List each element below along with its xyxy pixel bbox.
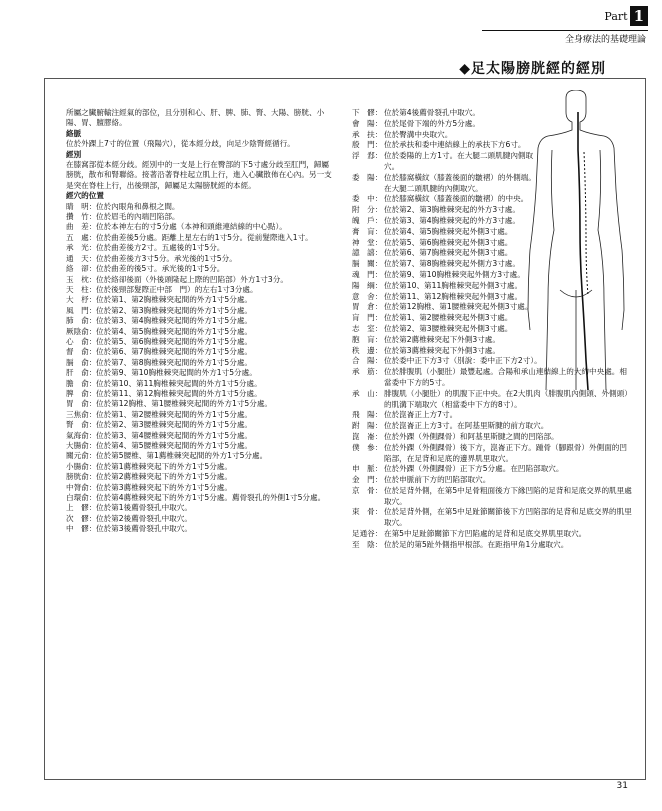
acupoint-name: 中膂俞： xyxy=(66,482,97,492)
acupoint-location: 位於委中正下方3寸（別說：委中正下方2寸）。 xyxy=(384,356,542,366)
acupoint-location: 位於第4薦椎棘突起下的外方1寸5分處。薦骨裂孔的外側1寸5分處。 xyxy=(96,493,326,503)
acupoint-name: 承 山： xyxy=(352,388,383,398)
acupoint-entry xyxy=(352,486,634,508)
acupoint-location: 位於承扶和委中連結線上的承扶下方6寸。 xyxy=(384,140,526,150)
acupoint-location: 位於膝窩橫紋（膝蓋後面的皺褶）的外側端。在大腿二頭肌腱的內側取穴。 xyxy=(384,172,536,193)
acupoint-name: 飛 陽： xyxy=(352,410,383,420)
acupoint-location: 位於第1、第2腰椎棘突起間的外方1寸5分處。 xyxy=(96,409,253,419)
acupoint-name: 三焦俞： xyxy=(66,409,97,419)
acupoint-location: 位於第3後薦骨裂孔中取穴。 xyxy=(96,524,192,534)
acupoint-name: 跗 陽： xyxy=(352,421,383,431)
acupoint-name: 意 舍： xyxy=(352,291,383,301)
acupoint-name: 胞 肓： xyxy=(352,334,383,344)
acupoint-entry xyxy=(352,367,634,389)
acupoint-name: 小腸俞： xyxy=(66,461,97,471)
acupoint-name: 五 處： xyxy=(66,232,97,242)
acupoint-location: 位於第2薦椎棘突起下外側3寸處。 xyxy=(384,334,500,344)
acupoint-entry xyxy=(352,356,634,367)
acupoint-entry xyxy=(352,335,634,346)
acupoint-entry xyxy=(352,529,634,540)
acupoint-entry xyxy=(66,347,334,357)
acupoint-name: 督 俞： xyxy=(66,347,97,357)
acupoint-entry xyxy=(66,431,334,441)
acupoint-name: 大腸俞： xyxy=(66,441,97,450)
acupoint-location: 位於腓腹肌（小腿肚）最豐起處。合陽和承山連結線上的大約中央處。相當委中下方的5寸。 xyxy=(384,367,627,387)
acupoint-location: 位於第6、第7胸椎棘突起間的外方1寸5分處。 xyxy=(96,347,253,357)
acupoint-name: 上 髎： xyxy=(66,503,97,513)
acupoint-name: 中 髎： xyxy=(66,524,97,534)
acupoint-name: 殷 門： xyxy=(352,140,383,150)
acupoint-name: 申 脈： xyxy=(352,464,383,474)
acupoint-location: 位於足背外側，在第5中足骨粗面後方下緣凹陷的足背和足底交界的肌里處取穴。 xyxy=(384,485,632,506)
acupoint-name: 厥陰俞： xyxy=(66,326,97,336)
acupoint-location: 位於曲差後方3寸5分。承光後的1寸5分。 xyxy=(96,253,237,263)
part-marker xyxy=(604,4,648,28)
acupoint-entry xyxy=(66,295,334,305)
acupoint-name: 肺 俞： xyxy=(66,316,97,326)
acupoint-entry xyxy=(66,212,334,222)
acupoint-name: 承 筋： xyxy=(352,367,383,377)
acupoint-location: 位於第11、第12胸椎棘突起外側3寸處。 xyxy=(384,291,523,301)
acupoint-entry xyxy=(66,441,334,451)
acupoint-location: 位於第2後薦骨裂孔中取穴。 xyxy=(96,513,192,523)
acupoint-location: 位於第2、第3腰椎棘突起間的外方1寸5分處。 xyxy=(96,420,253,430)
acupoint-name: 腎 俞： xyxy=(66,420,97,430)
acupoint-location: 位於外踝（外側踝骨）正下方5分處。在凹陷部取穴。 xyxy=(384,464,564,474)
acupoint-entry xyxy=(66,368,334,378)
acupoint-entry xyxy=(66,379,334,389)
acupoint-location: 位於第10、第11胸椎棘突起外側3寸處。 xyxy=(384,280,523,290)
acupoint-location: 位於眉毛的內端凹陷部。 xyxy=(96,212,180,222)
acupoint-entry xyxy=(352,292,634,303)
acupoint-location: 位於膝窩橫紋（膝蓋後面的皺褶）的中央。 xyxy=(384,194,529,204)
acupoint-name: 絡 卻： xyxy=(66,264,97,274)
acupoint-name: 心 俞： xyxy=(66,336,97,346)
acupoint-name: 會 陽： xyxy=(352,118,383,128)
acupoint-name: 風 門： xyxy=(66,305,97,315)
acupoint-entry xyxy=(352,410,634,421)
acupoint-entry xyxy=(66,306,334,316)
acupoint-entry xyxy=(352,389,634,411)
acupoint-name: 委 中： xyxy=(352,194,383,204)
acupoint-location: 位於第12胸椎、第1腰椎棘突起間的外方1寸5分處。 xyxy=(96,399,273,409)
acupoint-name: 曲 差： xyxy=(66,222,97,232)
acupoint-location: 位於第2薦椎棘突起下的外方1寸5分處。 xyxy=(96,472,232,482)
acupoint-entry xyxy=(352,238,634,249)
acupoint-name: 僕 參： xyxy=(352,442,383,452)
acupoint-entry xyxy=(352,119,634,130)
acupoint-entry xyxy=(66,264,334,274)
acupoint-name: 氣海俞： xyxy=(66,430,97,440)
acupoint-entry xyxy=(66,254,334,264)
acupoint-name: 玉 枕： xyxy=(66,274,97,284)
acupoint-entry xyxy=(352,302,634,313)
acupoint-name: 浮 郄： xyxy=(352,151,383,161)
acupoint-name: 志 室： xyxy=(352,323,383,333)
acupoint-name: 委 陽： xyxy=(352,172,383,182)
acupoint-location: 位於曲差的後5寸。承光後的1寸5分。 xyxy=(96,264,225,274)
divergent-heading: 經別 xyxy=(66,149,82,159)
acupoint-location: 位於第6、第7胸椎棘突起外側3寸處。 xyxy=(384,248,513,258)
acupoint-name: 至 陰： xyxy=(352,539,383,549)
acupoint-name: 秩 邊： xyxy=(352,345,383,355)
acupoint-location: 位於臀溝中央取穴。 xyxy=(384,129,453,139)
acupoint-location: 位於第1、第2腰椎棘突起外側3寸處。 xyxy=(384,313,513,323)
acupoint-name: 天 柱： xyxy=(66,284,97,294)
acupoint-location: 位於第4、第5胸椎棘突起外側3寸處。 xyxy=(384,226,513,236)
acupoint-location: 位於第1、第2胸椎棘突起間的外方1寸5分處。 xyxy=(96,295,253,305)
intro-paragraph: 所屬之臟腑輸注經氣的部位，且分別和心、肝、脾、肺、腎、大陽、膀胱、小陽、胃、膻膠絡。 xyxy=(66,108,325,128)
acupoint-name: 束 骨： xyxy=(352,507,383,517)
acupoint-location: 位於外踝（外側踝骨）和阿基里斯腱之間的凹陷部。 xyxy=(384,431,559,441)
acupoint-location: 位於尾骨下端的外方5分處。 xyxy=(384,118,480,128)
acupoint-name: 承 扶： xyxy=(352,129,383,139)
acupoint-entry xyxy=(66,202,334,212)
part-word: Part xyxy=(604,9,628,23)
acupoint-location: 位於絡卻後面（外後頭隆起上際的凹陷部）外方1寸3分。 xyxy=(96,274,288,284)
left-column xyxy=(66,108,334,535)
acupoint-entry xyxy=(66,358,334,368)
acupoint-entry xyxy=(352,313,634,324)
acupoint-entry xyxy=(352,216,634,227)
acupoint-name: 膈 關： xyxy=(352,259,383,269)
acupoint-entry xyxy=(66,503,334,513)
acupoint-name: 金 門： xyxy=(352,475,383,485)
acupoint-name: 陽 綱： xyxy=(352,280,383,290)
acupoint-entry xyxy=(352,130,634,141)
acupoint-name: 譩 譆： xyxy=(352,248,383,258)
acupoint-name: 胃 倉： xyxy=(352,302,383,312)
acupoint-entry xyxy=(352,140,634,151)
acupoint-entry xyxy=(66,483,334,493)
acupoint-name: 足通谷： xyxy=(352,529,383,539)
acupoint-entry xyxy=(66,524,334,534)
acupoint-name: 胃 俞： xyxy=(66,399,97,409)
acupoint-location: 位於第1薦椎棘突起下的外方1寸5分處。 xyxy=(96,461,232,471)
acupoint-name: 關元俞： xyxy=(66,451,97,461)
acupoint-entry xyxy=(352,540,634,551)
acupoint-location: 位於第2、第3胸椎棘突起的外方3寸處。 xyxy=(384,205,520,215)
acupoint-location: 在第5中足趾節關節下方凹陷處的足背和足底交界肌里取穴。 xyxy=(384,529,587,539)
acupoint-location: 位於第2、第3胸椎棘突起間的外方1寸5分處。 xyxy=(96,305,253,315)
acupoint-name: 附 分： xyxy=(352,205,383,215)
acupoint-name: 魄 戶： xyxy=(352,215,383,225)
acupoint-location: 位於外踝（外側踝骨）後下方，崑崙正下方。踵骨（腳跟骨）外側面的凹陷部，在足背和足底的邊界肌里取穴。 xyxy=(384,442,627,463)
acupoint-name: 京 骨： xyxy=(352,485,383,495)
acupoint-entry xyxy=(66,222,334,232)
acupoint-list-right xyxy=(352,108,634,551)
acupoint-entry xyxy=(352,443,634,465)
acupoint-location: 位於第9、第10胸椎棘突起間的外方1寸5分處。 xyxy=(96,368,257,378)
acupoint-entry xyxy=(66,327,334,337)
acupoint-location: 位於第11、第12胸椎棘突起間的外方1寸5分處。 xyxy=(96,388,262,398)
acupoint-location: 位於第3、第4腰椎棘突起間的外方1寸5分處。 xyxy=(96,430,253,440)
acupoint-entry xyxy=(66,462,334,472)
acupoint-entry xyxy=(352,475,634,486)
acupoint-name: 通 天： xyxy=(66,253,97,263)
acupoint-name: 大 杼： xyxy=(66,295,97,305)
acupoint-location: 位於第7、第8胸椎棘突起外側方3寸處。 xyxy=(384,259,520,269)
acupoint-entry xyxy=(66,410,334,420)
running-header-title: 全身療法的基礎理論 xyxy=(564,35,646,45)
acupoint-entry xyxy=(66,233,334,243)
acupoint-entry xyxy=(352,259,634,270)
header-rule xyxy=(482,30,648,31)
acupoint-entry xyxy=(66,285,334,295)
acupoint-entry xyxy=(66,243,334,253)
acupoint-entry xyxy=(352,432,634,443)
acupoint-location: 位於第9、第10胸椎棘突起外側方3寸處。 xyxy=(384,269,525,279)
acupoint-location: 腓腹肌（小腿肚）的肌腹下正中央。在2大肌肉（腓腹肌內側頭、外側頭）的肌溝下端取穴（相當委中下方的8寸）。 xyxy=(384,388,632,409)
acupoint-entry xyxy=(352,227,634,238)
acupoint-location: 位於崑崙正上方3寸。在阿基里斯腱的前方取穴。 xyxy=(384,421,549,431)
acupoint-entry xyxy=(66,451,334,461)
acupoint-location: 位於第3、第4胸椎棘突起的外方3寸處。 xyxy=(384,215,520,225)
acupoint-name: 攢 竹： xyxy=(66,212,97,222)
acupoint-location: 位於第7、第8胸椎棘突起間的外方1寸5分處。 xyxy=(96,357,253,367)
acupoint-entry xyxy=(66,472,334,482)
acupoint-name: 肓 門： xyxy=(352,313,383,323)
acupoint-entry xyxy=(352,507,634,529)
acupoint-entry xyxy=(352,194,634,205)
acupoint-entry xyxy=(352,346,634,357)
points-heading: 經穴的位置 xyxy=(66,191,104,201)
acupoint-entry xyxy=(66,337,334,347)
part-number-badge: 1 xyxy=(630,6,648,26)
acupoint-entry xyxy=(66,275,334,285)
acupoint-name: 睛 明： xyxy=(66,201,97,211)
acupoint-location: 位於足背外側，在第5中足趾節關節後下方凹陷部的足背和足底交界的肌里取穴。 xyxy=(384,507,632,528)
acupoint-entry xyxy=(66,420,334,430)
acupoint-location: 位於曲差後5分處。距離上星左右的1寸5分。從前髮際進入1寸。 xyxy=(96,232,313,242)
branch-heading: 絡脈 xyxy=(66,128,82,138)
acupoint-location: 位於第4、第5腰椎棘突起間的外方1寸5分處。 xyxy=(96,441,253,450)
acupoint-entry xyxy=(352,421,634,432)
section-title: ◆足太陽膀胱經的經別 xyxy=(459,61,606,77)
acupoint-name: 脾 俞： xyxy=(66,388,97,398)
page-number: 31 xyxy=(616,781,628,791)
acupoint-entry xyxy=(352,151,634,173)
acupoint-location: 位於第2、第3腰椎棘突起外側3寸處。 xyxy=(384,323,513,333)
acupoint-location: 位於第3、第4胸椎棘突起間的外方1寸5分處。 xyxy=(96,316,253,326)
acupoint-location: 位於第1後薦骨裂孔中取穴。 xyxy=(96,503,192,513)
acupoint-name: 崑 崙： xyxy=(352,431,383,441)
acupoint-location: 位於第4後薦骨裂孔中取穴。 xyxy=(384,108,480,117)
acupoint-location: 位於第10、第11胸椎棘突起間的外方1寸5分處。 xyxy=(96,378,262,388)
acupoint-name: 下 髎： xyxy=(352,108,383,117)
acupoint-entry xyxy=(352,205,634,216)
acupoint-entry xyxy=(352,324,634,335)
acupoint-location: 位於第5腰椎、第1薦椎棘突起間的外方1寸5分處。 xyxy=(96,451,268,461)
acupoint-name: 合 陽： xyxy=(352,356,383,366)
acupoint-location: 位於第3薦椎棘突起下外側3寸處。 xyxy=(384,345,500,355)
acupoint-entry xyxy=(66,399,334,409)
acupoint-location: 位於第3薦椎棘突起下的外方1寸5分處。 xyxy=(96,482,232,492)
acupoint-location: 位於內眼角和鼻根之間。 xyxy=(96,201,180,211)
acupoint-entry xyxy=(66,514,334,524)
acupoint-name: 白環俞： xyxy=(66,493,97,503)
acupoint-entry xyxy=(66,316,334,326)
acupoint-location: 位於第4、第5胸椎棘突起間的外方1寸5分處。 xyxy=(96,326,253,336)
acupoint-location: 位於本神左右的寸5分處（本神和頭維連結線的中心點）。 xyxy=(96,222,287,232)
acupoint-entry xyxy=(352,173,634,195)
acupoint-name: 肝 俞： xyxy=(66,368,97,378)
acupoint-location: 位於申脈前下方的凹陷部取穴。 xyxy=(384,475,491,485)
acupoint-location: 位於崑崙正上方7寸。 xyxy=(384,410,458,420)
acupoint-name: 承 光： xyxy=(66,243,97,253)
branch-text: 位於外踝上7寸的位置（飛陽穴），從本經分歧，向足少陰腎經循行。 xyxy=(66,139,295,149)
acupoint-list-left xyxy=(66,202,334,535)
acupoint-name: 膈 俞： xyxy=(66,357,97,367)
acupoint-name: 膽 俞： xyxy=(66,378,97,388)
acupoint-location: 位於後頸部髮際正中部 門）的左右1寸3分處。 xyxy=(96,284,258,294)
acupoint-location: 位於第5、第6胸椎棘突起間的外方1寸5分處。 xyxy=(96,336,253,346)
right-column xyxy=(352,108,634,551)
acupoint-name: 膀胱俞： xyxy=(66,472,97,482)
acupoint-name: 膏 肓： xyxy=(352,226,383,236)
acupoint-entry xyxy=(352,281,634,292)
divergent-text: 在膝窩部從本經分歧。經別中的一支是上行在臀部的下5寸處分歧至肛門，歸屬膀胱，散布和腎聯絡。接著沿著脊柱起立肌上行，進入心臟散佈在心內。另一支是突在脊柱上行，出後頸部，歸屬足太陽膀胱經的本經。 xyxy=(66,160,332,190)
acupoint-location: 位於第12胸椎、第1腰椎棘突起外側3寸處。 xyxy=(384,302,533,312)
acupoint-entry xyxy=(66,389,334,399)
acupoint-location: 位於曲差後方2寸。五處後的1寸5分。 xyxy=(96,243,225,253)
acupoint-entry xyxy=(66,493,334,503)
acupoint-name: 次 髎： xyxy=(66,513,97,523)
acupoint-location: 位於委陽的上方1寸。在大腿二頭肌腱內側取穴。 xyxy=(384,151,534,171)
acupoint-name: 神 堂： xyxy=(352,237,383,247)
acupoint-entry xyxy=(352,248,634,259)
acupoint-entry xyxy=(352,108,634,119)
acupoint-location: 位於足的第5趾外側指甲根部。在距指甲角1分處取穴。 xyxy=(384,539,569,549)
acupoint-entry xyxy=(352,270,634,281)
acupoint-entry xyxy=(352,464,634,475)
acupoint-location: 位於第5、第6胸椎棘突起外側3寸處。 xyxy=(384,237,513,247)
acupoint-name: 魂 門： xyxy=(352,269,383,279)
